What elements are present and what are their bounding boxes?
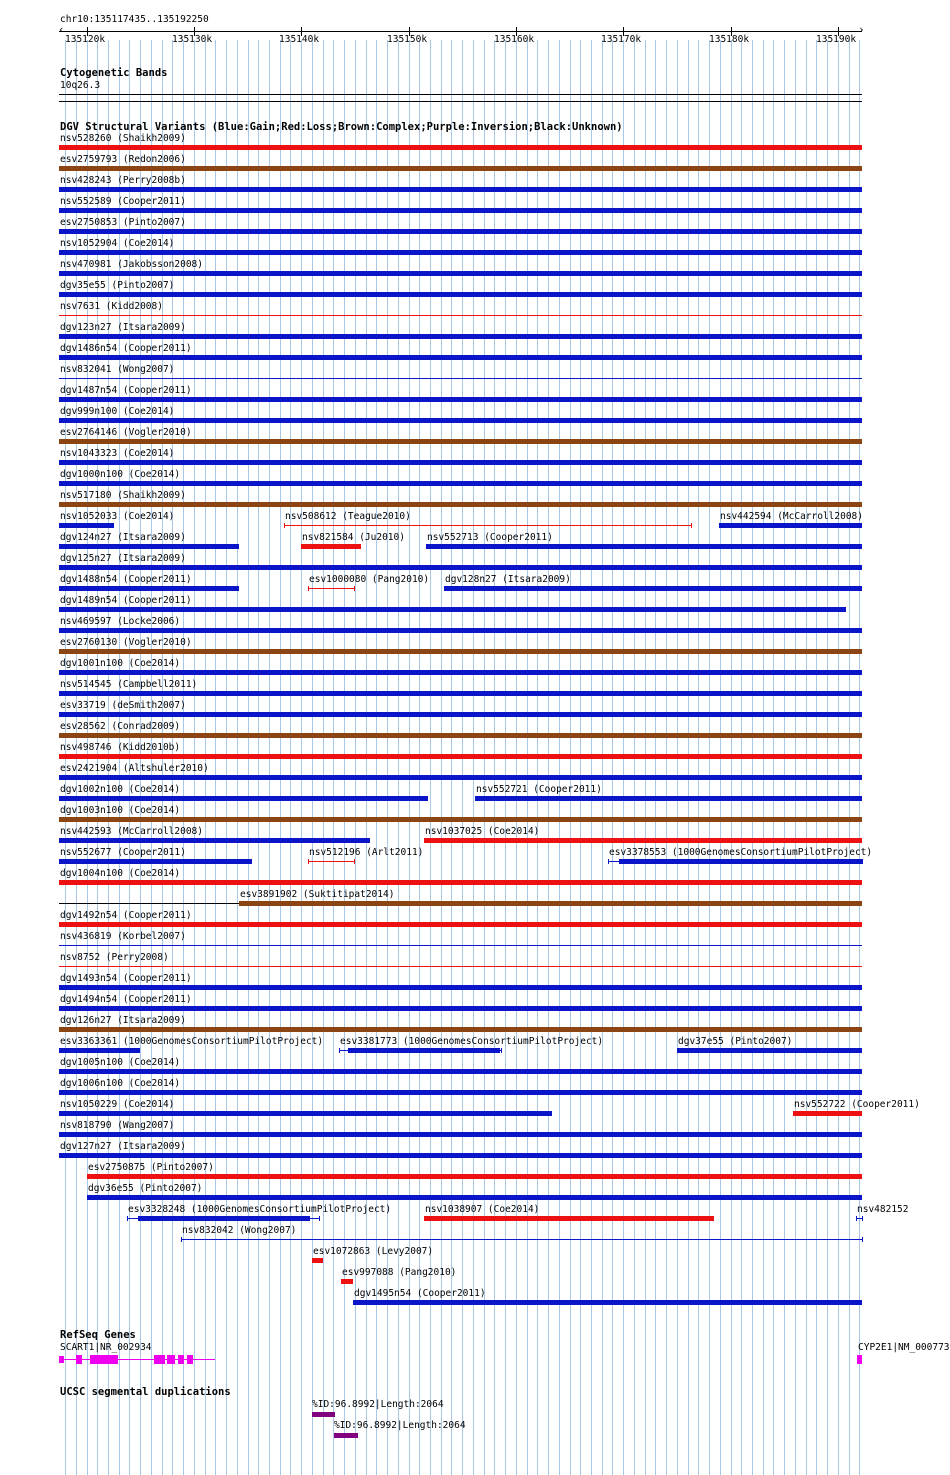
- variant-whisker: [339, 1050, 501, 1051]
- segdup-label[interactable]: %ID:96.8992|Length:2064: [312, 1399, 444, 1410]
- variant-label[interactable]: esv1072863 (Levy2007): [313, 1246, 434, 1257]
- variant-bar[interactable]: [59, 775, 862, 780]
- variant-label[interactable]: esv2750875 (Pinto2007): [88, 1162, 214, 1173]
- variant-end-cap: [354, 586, 355, 591]
- ruler-axis: [59, 31, 862, 32]
- cytoband-label: 10q26.3: [60, 80, 101, 91]
- ruler-tick-label: 135130k: [172, 34, 213, 45]
- variant-label[interactable]: esv2764146 (Vogler2010): [60, 427, 192, 438]
- variant-bar[interactable]: [59, 670, 862, 675]
- variant-end-cap: [308, 859, 309, 864]
- variant-label[interactable]: nsv498746 (Kidd2010b): [60, 742, 181, 753]
- gene-exon[interactable]: [76, 1355, 82, 1364]
- variant-bar[interactable]: [59, 796, 428, 801]
- variant-label[interactable]: dgv126n27 (Itsara2009): [60, 1015, 186, 1026]
- variant-label[interactable]: nsv514545 (Campbell2011): [60, 679, 198, 690]
- variant-bar[interactable]: [59, 315, 862, 316]
- variant-bar[interactable]: [59, 145, 862, 150]
- gene-exon[interactable]: [154, 1355, 165, 1364]
- variant-bar[interactable]: [59, 166, 862, 171]
- variant-label[interactable]: nsv821584 (Ju2010): [302, 532, 405, 543]
- variant-label[interactable]: nsv552677 (Cooper2011): [60, 847, 186, 858]
- position-label: chr10:135117435..135192250: [60, 14, 209, 25]
- variant-label[interactable]: nsv482152: [857, 1204, 909, 1215]
- variant-label[interactable]: esv2750853 (Pinto2007): [60, 217, 186, 228]
- variant-bar[interactable]: [59, 859, 252, 864]
- variant-bar[interactable]: [59, 1006, 862, 1011]
- variant-label[interactable]: esv997088 (Pang2010): [342, 1267, 457, 1278]
- variant-bar[interactable]: [59, 481, 862, 486]
- variant-bar[interactable]: [239, 901, 862, 906]
- variant-bar[interactable]: [59, 1027, 862, 1032]
- refseq-track-title: RefSeq Genes: [60, 1329, 136, 1341]
- ruler-tick-label: 135150k: [387, 34, 428, 45]
- variant-bar[interactable]: [308, 588, 354, 589]
- variant-whisker: [608, 861, 862, 862]
- variant-label[interactable]: nsv1037025 (Coe2014): [425, 826, 540, 837]
- variant-label[interactable]: dgv1486n54 (Cooper2011): [60, 343, 192, 354]
- variant-bar[interactable]: [59, 754, 862, 759]
- variant-bar[interactable]: [341, 1279, 353, 1284]
- variant-label[interactable]: dgv125n27 (Itsara2009): [60, 553, 186, 564]
- variant-label[interactable]: dgv36e55 (Pinto2007): [88, 1183, 203, 1194]
- variant-label[interactable]: esv3328248 (1000GenomesConsortiumPilotProject): [128, 1204, 392, 1215]
- variant-bar[interactable]: [793, 1111, 862, 1116]
- variant-bar[interactable]: [87, 1195, 862, 1200]
- variant-end-cap: [319, 1216, 320, 1221]
- variant-label[interactable]: dgv1487n54 (Cooper2011): [60, 385, 192, 396]
- variant-label[interactable]: dgv124n27 (Itsara2009): [60, 532, 186, 543]
- variant-bar[interactable]: [59, 460, 862, 465]
- variant-label[interactable]: nsv517180 (Shaikh2009): [60, 490, 186, 501]
- variant-bar[interactable]: [59, 945, 862, 946]
- variant-bar[interactable]: [59, 985, 862, 990]
- variant-end-cap: [856, 1216, 857, 1221]
- variant-label[interactable]: esv3363361 (1000GenomesConsortiumPilotProject): [60, 1036, 324, 1047]
- variant-bar[interactable]: [59, 565, 862, 570]
- variant-bar[interactable]: [353, 1300, 862, 1305]
- variant-bar[interactable]: [301, 544, 361, 549]
- variant-label[interactable]: dgv1004n100 (Coe2014): [60, 868, 181, 879]
- variant-bar[interactable]: [59, 271, 862, 276]
- variant-label[interactable]: nsv428243 (Perry2008b): [60, 175, 186, 186]
- variant-bar[interactable]: [59, 187, 862, 192]
- variant-bar[interactable]: [59, 397, 862, 402]
- variant-label[interactable]: nsv552722 (Cooper2011): [794, 1099, 920, 1110]
- ruler-tick-label: 135190k: [816, 34, 857, 45]
- variant-bar[interactable]: [181, 1239, 862, 1240]
- variant-end-cap: [862, 1237, 863, 1242]
- variant-label[interactable]: dgv999n100 (Coe2014): [60, 406, 175, 417]
- variant-end-cap: [354, 859, 355, 864]
- variant-bar[interactable]: [444, 586, 862, 591]
- variant-label[interactable]: nsv1052904 (Coe2014): [60, 238, 175, 249]
- dgv-track-title: DGV Structural Variants (Blue:Gain;Red:Loss;Brown:Complex;Purple:Inversion;Black:Unknown): [60, 121, 623, 133]
- variant-label[interactable]: dgv1488n54 (Cooper2011): [60, 574, 192, 585]
- variant-label[interactable]: nsv508612 (Teague2010): [285, 511, 411, 522]
- variant-end-cap: [862, 1216, 863, 1221]
- variant-label[interactable]: dgv127n27 (Itsara2009): [60, 1141, 186, 1152]
- variant-bar[interactable]: [719, 523, 862, 528]
- variant-label[interactable]: dgv123n27 (Itsara2009): [60, 322, 186, 333]
- variant-bar[interactable]: [59, 439, 862, 444]
- variant-label[interactable]: nsv818790 (Wang2007): [60, 1120, 175, 1131]
- variant-label[interactable]: nsv832042 (Wong2007): [182, 1225, 297, 1236]
- variant-bar[interactable]: [426, 544, 862, 549]
- variant-label[interactable]: esv3891902 (Suktitipat2014): [240, 889, 395, 900]
- gene-exon[interactable]: [857, 1355, 862, 1364]
- variant-label[interactable]: nsv512196 (Arlt2011): [309, 847, 424, 858]
- variant-bar[interactable]: [59, 1048, 139, 1053]
- variant-bar[interactable]: [59, 544, 239, 549]
- variant-bar[interactable]: [87, 1174, 862, 1179]
- variant-end-cap: [59, 1048, 60, 1053]
- gene-exon[interactable]: [59, 1356, 64, 1363]
- variant-bar[interactable]: [59, 418, 862, 423]
- variant-label[interactable]: nsv469597 (Locke2006): [60, 616, 181, 627]
- ruler-tick-label: 135160k: [494, 34, 535, 45]
- variant-bar[interactable]: [59, 1153, 862, 1158]
- variant-bar[interactable]: [59, 523, 114, 528]
- variant-bar[interactable]: [59, 229, 862, 234]
- segdup-bar[interactable]: [312, 1412, 335, 1417]
- variant-bar[interactable]: [59, 586, 239, 591]
- variant-label[interactable]: dgv1493n54 (Cooper2011): [60, 973, 192, 984]
- variant-label[interactable]: esv33719 (deSmith2007): [60, 700, 186, 711]
- variant-label[interactable]: esv3381773 (1000GenomesConsortiumPilotProject): [340, 1036, 604, 1047]
- ruler-tick-label: 135180k: [709, 34, 750, 45]
- ruler-arrow-left: ‹: [58, 23, 65, 36]
- variant-bar[interactable]: [59, 838, 370, 843]
- variant-label[interactable]: nsv470981 (Jakobsson2008): [60, 259, 203, 270]
- variant-bar[interactable]: [424, 1216, 714, 1221]
- variant-bar[interactable]: [424, 838, 862, 843]
- variant-label[interactable]: nsv8752 (Perry2008): [60, 952, 169, 963]
- variant-end-cap: [501, 1048, 502, 1053]
- cytoband-track-title: Cytogenetic Bands: [60, 67, 168, 79]
- variant-bar[interactable]: [59, 628, 862, 633]
- variant-bar[interactable]: [59, 378, 862, 379]
- variant-end-cap: [139, 1048, 140, 1053]
- variant-label[interactable]: nsv1052033 (Coe2014): [60, 511, 175, 522]
- gene-exon[interactable]: [178, 1355, 184, 1364]
- variant-bar[interactable]: [59, 817, 862, 822]
- cytoband-bar-bottom: [59, 101, 862, 102]
- variant-end-cap: [284, 523, 285, 528]
- variant-label[interactable]: esv2759793 (Redon2006): [60, 154, 186, 165]
- variant-bar[interactable]: [59, 1132, 862, 1137]
- gene-exon[interactable]: [90, 1355, 118, 1364]
- variant-bar[interactable]: [475, 796, 862, 801]
- variant-bar[interactable]: [59, 712, 862, 717]
- variant-label[interactable]: dgv1489n54 (Cooper2011): [60, 595, 192, 606]
- variant-bar[interactable]: [59, 922, 862, 927]
- ruler-tick-label: 135120k: [65, 34, 106, 45]
- variant-bar[interactable]: [59, 733, 862, 738]
- gene-exon[interactable]: [187, 1355, 193, 1364]
- variant-bar[interactable]: [284, 525, 691, 526]
- variant-bar[interactable]: [59, 355, 862, 360]
- variant-bar[interactable]: [59, 607, 846, 612]
- ruler-arrow-right: ›: [858, 23, 865, 36]
- variant-label[interactable]: dgv1005n100 (Coe2014): [60, 1057, 181, 1068]
- variant-end-cap: [862, 859, 863, 864]
- cytoband-bar-top: [59, 94, 862, 95]
- variant-bar[interactable]: [59, 880, 862, 885]
- variant-label[interactable]: esv3378553 (1000GenomesConsortiumPilotProject): [609, 847, 873, 858]
- variant-label[interactable]: esv2760130 (Vogler2010): [60, 637, 192, 648]
- variant-label[interactable]: nsv1050229 (Coe2014): [60, 1099, 175, 1110]
- variant-bar[interactable]: [59, 1090, 862, 1095]
- segdup-label[interactable]: %ID:96.8992|Length:2064: [334, 1420, 466, 1431]
- variant-label[interactable]: nsv552589 (Cooper2011): [60, 196, 186, 207]
- variant-bar[interactable]: [59, 292, 862, 297]
- variant-bar[interactable]: [59, 1111, 552, 1116]
- variant-label[interactable]: esv28562 (Conrad2009): [60, 721, 181, 732]
- variant-label[interactable]: nsv1038907 (Coe2014): [425, 1204, 540, 1215]
- variant-bar[interactable]: [677, 1048, 862, 1053]
- variant-label[interactable]: nsv528260 (Shaikh2009): [60, 133, 186, 144]
- gene-exon[interactable]: [167, 1355, 175, 1364]
- variant-bar[interactable]: [59, 502, 862, 507]
- ruler-tick-label: 135170k: [601, 34, 642, 45]
- variant-bar[interactable]: [59, 208, 862, 213]
- variant-end-cap: [181, 1237, 182, 1242]
- variant-label[interactable]: nsv552721 (Cooper2011): [476, 784, 602, 795]
- variant-label[interactable]: nsv552713 (Cooper2011): [427, 532, 553, 543]
- variant-bar[interactable]: [59, 334, 862, 339]
- variant-label[interactable]: nsv442594 (McCarroll2008): [720, 511, 863, 522]
- variant-label[interactable]: dgv1006n100 (Coe2014): [60, 1078, 181, 1089]
- variant-bar[interactable]: [59, 966, 862, 967]
- variant-label[interactable]: dgv1001n100 (Coe2014): [60, 658, 181, 669]
- variant-label[interactable]: dgv1495n54 (Cooper2011): [354, 1288, 486, 1299]
- segdup-track-title: UCSC segmental duplications: [60, 1386, 231, 1398]
- variant-label[interactable]: nsv832041 (Wong2007): [60, 364, 175, 375]
- variant-bar[interactable]: [59, 1069, 862, 1074]
- variant-label[interactable]: dgv1494n54 (Cooper2011): [60, 994, 192, 1005]
- variant-label[interactable]: esv1000080 (Pang2010): [309, 574, 430, 585]
- variant-bar[interactable]: [59, 250, 862, 255]
- variant-label[interactable]: nsv436819 (Korbel2007): [60, 931, 186, 942]
- ruler-tick-label: 135140k: [279, 34, 320, 45]
- variant-label[interactable]: nsv1043323 (Coe2014): [60, 448, 175, 459]
- variant-label[interactable]: dgv128n27 (Itsara2009): [445, 574, 571, 585]
- variant-label[interactable]: dgv35e55 (Pinto2007): [60, 280, 175, 291]
- variant-bar[interactable]: [59, 903, 239, 904]
- variant-bar[interactable]: [59, 691, 862, 696]
- segdup-bar[interactable]: [334, 1433, 358, 1438]
- gene-label[interactable]: CYP2E1|NM_000773: [858, 1342, 950, 1353]
- variant-label[interactable]: dgv37e55 (Pinto2007): [678, 1036, 793, 1047]
- variant-end-cap: [691, 523, 692, 528]
- variant-bar[interactable]: [59, 649, 862, 654]
- variant-label[interactable]: dgv1003n100 (Coe2014): [60, 805, 181, 816]
- variant-bar[interactable]: [308, 861, 354, 862]
- variant-label[interactable]: dgv1000n100 (Coe2014): [60, 469, 181, 480]
- variant-end-cap: [308, 586, 309, 591]
- variant-bar[interactable]: [312, 1258, 323, 1263]
- variant-label[interactable]: esv2421904 (Altshuler2010): [60, 763, 209, 774]
- variant-label[interactable]: nsv442593 (McCarroll2008): [60, 826, 203, 837]
- gene-label[interactable]: SCART1|NR_002934: [60, 1342, 152, 1353]
- variant-label[interactable]: dgv1492n54 (Cooper2011): [60, 910, 192, 921]
- variant-whisker: [127, 1218, 319, 1219]
- variant-label[interactable]: dgv1002n100 (Coe2014): [60, 784, 181, 795]
- variant-label[interactable]: nsv7631 (Kidd2008): [60, 301, 163, 312]
